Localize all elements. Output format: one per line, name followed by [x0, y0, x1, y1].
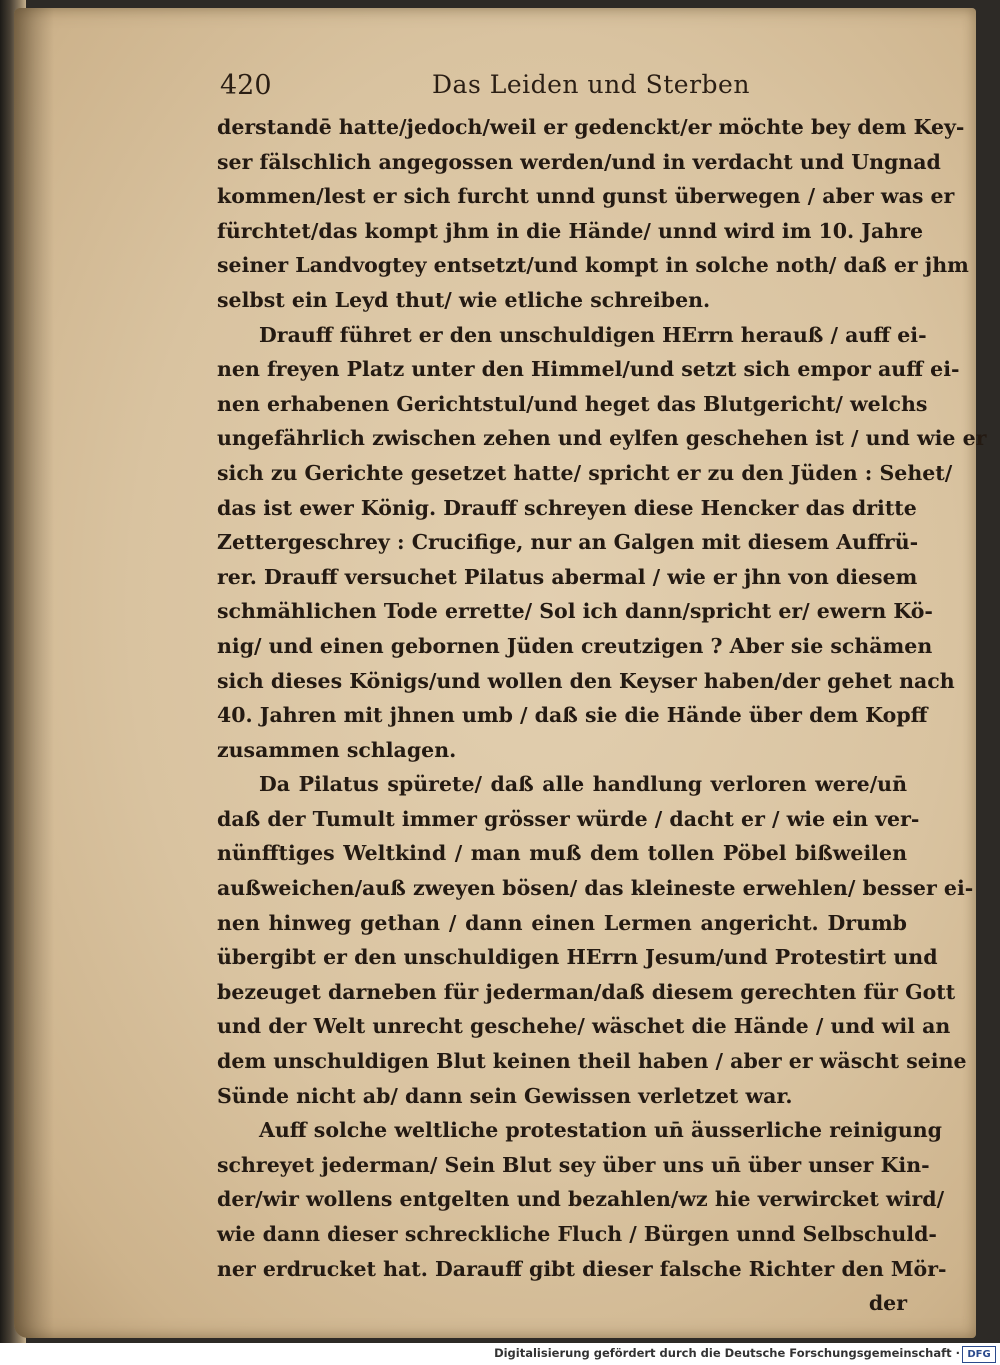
text-line: zusammen schlagen. — [217, 737, 457, 762]
text-line: Drauff führet er den unschuldigen HErrn herauß / auff ei- — [259, 322, 927, 347]
text-line: seiner Landvogtey entsetzt/und kompt in solche noth/ daß er jhm — [217, 253, 969, 278]
text-line: daß der Tumult immer grösser würde / dacht er / wie ein ver- — [217, 806, 920, 831]
funding-credit: Digitalisierung gefördert durch die Deutsche Forschungsgemeinschaft · — [494, 1346, 960, 1360]
page-header — [220, 70, 900, 110]
text-line: der/wir wollens entgelten und bezahlen/wz hie verwircket wird/ — [217, 1187, 945, 1212]
text-line: Auff solche weltliche protestation un̄ äusserliche reinigung — [259, 1118, 943, 1143]
text-line: übergibt er den unschuldigen HErrn Jesum/und Protestirt und — [217, 945, 938, 970]
text-line: schreyet jederman/ Sein Blut sey über uns un̄ über unser Kin- — [217, 1152, 930, 1177]
text-line: fürchtet/das kompt jhm in die Hände/ unnd wird im 10. Jahre — [217, 218, 924, 243]
text-line: schmählichen Tode errette/ Sol ich dann/spricht er/ ewern Kö- — [217, 599, 933, 624]
dfg-logo: DFG — [962, 1346, 996, 1363]
text-line: rer. Drauff versuchet Pilatus abermal / wie er jhn von diesem — [217, 564, 918, 589]
text-line: der — [868, 1291, 907, 1316]
text-line: 40. Jahren mit jhnen umb / daß sie die Hände über dem Kopff — [217, 703, 928, 728]
text-line: dem unschuldigen Blut keinen theil haben / aber er wäscht seine — [217, 1049, 967, 1074]
text-line: nig/ und einen gebornen Jüden creutzigen ? Aber sie schämen — [217, 633, 933, 658]
text-line: nen hinweg gethan / dann einen Lermen angericht. Drumb — [217, 910, 907, 935]
text-line: ungefährlich zwischen zehen und eylfen geschehen ist / und wie er — [217, 426, 987, 451]
text-line: Sünde nicht ab/ dann sein Gewissen verletzet war. — [217, 1083, 793, 1108]
text-line: bezeuget darneben für jederman/daß diesem gerechten für Gott — [217, 979, 956, 1004]
running-title: Das Leiden und Sterben — [432, 70, 750, 99]
digitization-footer — [0, 1343, 1000, 1365]
text-line: selbst ein Leyd thut/ wie etliche schreiben. — [217, 287, 711, 312]
text-line: außweichen/auß zweyen bösen/ das kleineste erwehlen/ besser ei- — [217, 876, 974, 901]
text-line: nünfftiges Weltkind / man muß dem tollen Pöbel bißweilen — [217, 841, 907, 866]
text-line: ner erdrucket hat. Darauff gibt dieser falsche Richter den Mör- — [217, 1256, 947, 1281]
text-line: Zettergeschrey : Crucifige, nur an Galgen mit diesem Auffrü- — [217, 530, 919, 555]
text-line: Da Pilatus spürete/ daß alle handlung verloren were/un̄ — [259, 772, 907, 797]
text-line: wie dann dieser schreckliche Fluch / Bürgen unnd Selbschuld- — [217, 1222, 937, 1246]
gutter-shadow — [14, 8, 54, 1338]
text-line: das ist ewer König. Drauff schreyen diese Hencker das dritte — [217, 495, 917, 520]
page-number: 420 — [220, 70, 272, 101]
text-line: kommen/lest er sich furcht unnd gunst überwegen / aber was er — [217, 184, 955, 209]
text-line: sich dieses Königs/und wollen den Keyser haben/der gehet nach — [217, 668, 955, 693]
text-line: nen erhabenen Gerichtstul/und heget das Blutgericht/ welchs — [217, 391, 928, 416]
body-text — [217, 110, 987, 1321]
text-line: nen freyen Platz unter den Himmel/und setzt sich empor auff ei- — [217, 357, 960, 382]
text-line: derstandē hatte/jedoch/weil er gedenckt/er möchte bey dem Key- — [217, 115, 965, 139]
text-line: sich zu Gerichte gesetzet hatte/ spricht er zu den Jüden : Sehet/ — [217, 460, 953, 485]
text-line: ser fälschlich angegossen werden/und in verdacht und Ungnad — [217, 149, 941, 174]
text-line: und der Welt unrecht geschehe/ wäschet die Hände / und wil an — [217, 1014, 951, 1039]
